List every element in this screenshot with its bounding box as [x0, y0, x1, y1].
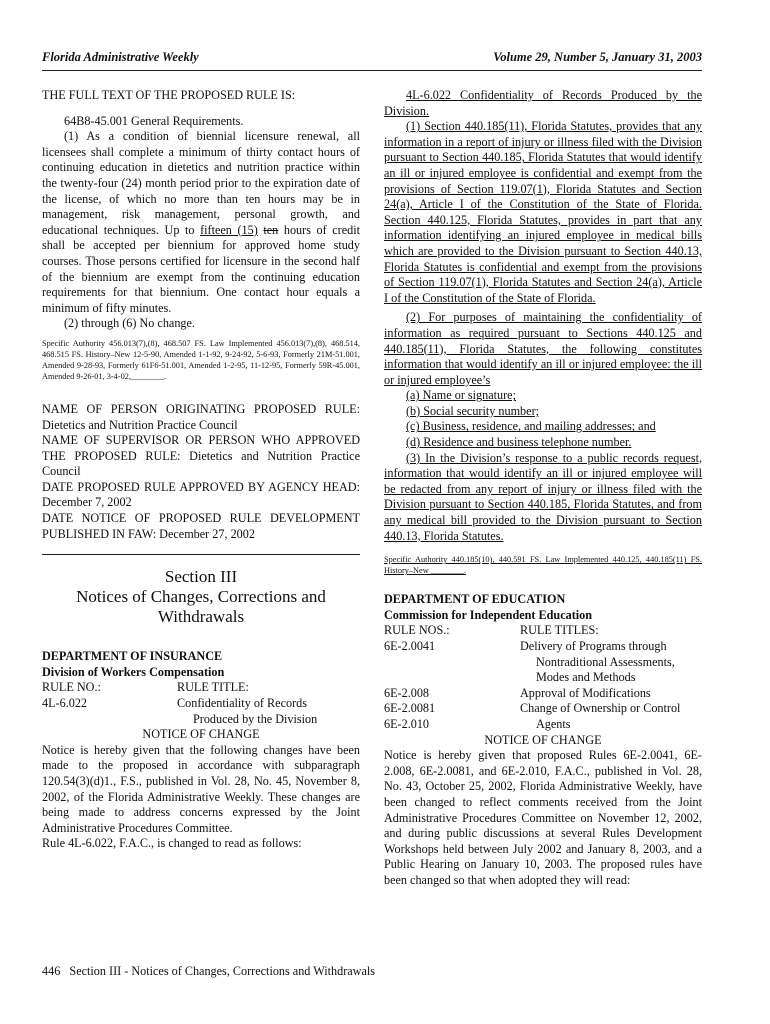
section-number: Section III: [164, 567, 238, 587]
department-name: DEPARTMENT OF INSURANCE: [42, 649, 223, 664]
notice-text-right: Notice is hereby given that proposed Rules 6E-2.0041, 6E-2.008, 6E-2.0081, and 6E-2.010, F.A.C., published in Vol. 28, No. 43, October 25, 2002, Florida Administrative Weekly, have been changed to reflect comments received from the Joint Administrative Procedures Committee on November 12, 2002, and during public discussions at several Rules Development Workshops held between July 2002 and January 8, 2003, and a Public Hearing on January 10, 2003. The proposed rules have been changed so that when adopted they will read:: [384, 748, 702, 887]
rule-paragraph-2: (2) through (6) No change.: [64, 316, 195, 331]
full-text-intro: THE FULL TEXT OF THE PROPOSED RULE IS:: [42, 88, 296, 102]
header-rule: [42, 70, 702, 71]
rule-entry-row: [42, 696, 360, 712]
list-item-b: (b) Social security number;: [406, 403, 540, 418]
section-divider: [42, 554, 360, 555]
rule-entry-row: 6E-2.010 Agents: [384, 716, 571, 731]
rule-paragraph-2-right: (2) For purposes of maintaining the confidentiality of information as required pursuant to Sections 440.125 and 440.185(11), Florida Statutes, the following constitutes information that would identify an ill or injured employee: the ill or injured employee’s: [384, 310, 702, 387]
list-item-a: (a) Name or signature;: [406, 388, 516, 403]
division-name: Division of Workers Compensation: [42, 664, 225, 679]
authority-citation-right: Specific Authority 440.185(10), 440.591 FS. Law Implemented 440.125, 440.185(11) FS. History–New ________.: [384, 555, 702, 576]
list-item-c: (c) Business, residence, and mailing addresses; and: [406, 419, 656, 434]
rule-paragraph-1: (1) As a condition of biennial licensure renewal, all licensees shall complete a minimum of thirty contact hours of continuing education in dietetics and nutrition practice within the twenty-four (24) month period prior to the expiration date of the license, of which no more than ten hours may be in management, risk management, personal growth, and educational techniques. Up to fifteen (15) ten hours of credit shall be accepted per biennium for approved home study courses. Those persons certified for licensure in the second half of the biennium are exempt from the continuing education requirements for that biennium. One contact hour equals a minimum of fifty minutes.: [42, 129, 361, 315]
date-approved: DATE PROPOSED RULE APPROVED BY AGENCY HEAD: December 7, 2002: [42, 479, 360, 510]
rule-entry-row: 6E-2.0081 Change of Ownership or Control: [384, 701, 681, 716]
inserted-text: fifteen (15): [200, 222, 258, 237]
change-line: Rule 4L-6.022, F.A.C., is changed to read as follows:: [42, 836, 302, 851]
notice-heading-right: NOTICE OF CHANGE: [484, 732, 602, 747]
running-header: [42, 50, 702, 68]
supervisor: NAME OF SUPERVISOR OR PERSON WHO APPROVED THE PROPOSED RULE: Dietetics and Nutrition Practice Council: [42, 433, 360, 479]
date-published: DATE NOTICE OF PROPOSED RULE DEVELOPMENT PUBLISHED IN FAW: December 27, 2002: [42, 511, 360, 541]
deleted-text: ten: [263, 222, 279, 237]
rule-number: 4L-6.022: [42, 696, 88, 711]
rule-heading: 64B8-45.001 General Requirements.: [64, 113, 244, 128]
rule-label-row: RULE NO.: RULE TITLE:: [42, 680, 249, 695]
notice-heading: NOTICE OF CHANGE: [142, 727, 260, 742]
right-column: 4L-6.022 Confidentiality of Records Produced by the Division. (1) Section 440.185(11), Florida Statutes, provides that any information in a report of injury or illness filed with the Division pursuant to Section 440.185, Florida Statutes that would identify an ill or injured employee is confidential and exempt from the provisions of Section 119.07(1), Florida Statutes and Section 24(a), Article I of the Constitution of the State of Florida. Section 440.125, Florida Statutes, provides in part that any information identifying an injured employee in medical bills which are provided to the Division pursuant to Section 440.13, Florida Statutes is confidential and exempt from the provisions of Section 119.07(1), Florida Statutes and Section 24(a), Article I of the Constitution of the State of Florida. (2) For purposes of maintaining the confidentiality of information as required pursuant to Sections 440.125 and 440.185(11), Florida Statutes, the following constitutes information that would identify an ill or injured employee: the ill or injured employee’s (a) Name or signature; (b) Social security number; (c) Business, residence, and mailing addresses; and (d) Residence and business telephone number. (3) In the Division’s response to a public records request, information that would identify an ill or injured employee will be redacted from any report of injury or illness filed with the Division pursuant to Section 440.185, Florida Statutes, and from any medical bill provided to the Division pursuant to Section 440.13, Florida Statutes. Specific Authority 440.185(10), 440.591 FS. Law Implemented 440.125, 440.185(11) FS. History–New ________. DEPARTMENT OF EDUCATION Commission for Independent Education RULE NOS.: RULE TITLES: 6E-2.0041 Delivery of Programs through Nontraditional Assessments, Modes and Methods 6E-2.008 Approval of Modifications 6E-2.0081 Change of Ownership or Control 6E-2.010 Agents NOTICE OF CHANGE Notice is hereby given that proposed Rules 6E-2.0041, 6E-2.008, 6E-2.0081, and 6E-2.010, F.A.C., published in Vol. 28, No. 43, October 25, 2002, Florida Administrative Weekly, have been changed to reflect comments received from the Joint Administrative Procedures Committee on November 12, 2002, and during public discussions at several Rules Development Workshops held between July 2002 and January 8, 2003, and a Public Hearing on January 10, 2003. The proposed rules have been changed so that when adopted they will read:: [384, 88, 702, 887]
rule-paragraph-1-right: (1) Section 440.185(11), Florida Statutes, provides that any information in a report of injury or illness filed with the Division pursuant to Section 440.185, Florida Statutes that would identify an ill or injured employee is confidential and exempt from the provisions of Section 119.07(1), Florida Statutes and Section 24(a), Article I of the Constitution of the State of Florida. Section 440.125, Florida Statutes, provides in part that any information identifying an injured employee in medical bills which are provided to the Division pursuant to Section 440.13, Florida Statutes is confidential and exempt from the provisions of Section 119.07(1), Florida Statutes and Section 24(a), Article I of the Constitution of the State of Florida.: [384, 119, 702, 305]
list-item-d: (d) Residence and business telephone number.: [406, 435, 632, 450]
issue-info: Volume 29, Number 5, January 31, 2003: [493, 50, 702, 64]
left-column: THE FULL TEXT OF THE PROPOSED RULE IS: 64B8-45.001 General Requirements. (1) As a condition of biennial licensure renewal, all licensees shall complete a minimum of thirty contact hours of continuing education in dietetics and nutrition practice within the twenty-four (24) month period prior to the expiration date of the license, of which no more than ten hours may be in management, risk management, personal growth, and educational techniques. Up to fifteen (15) ten hours of credit shall be accepted per biennium for approved home study courses. Those persons certified for licensure in the second half of the biennium are exempt from the continuing education requirements for that biennium. One contact hour equals a minimum of fifty minutes. (2) through (6) No change. Specific Authority 456.013(7),(8), 468.507 FS. Law Implemented 456.013(7),(8), 468.514, 468.515 FS. History–New 12-5-90, Amended 1-1-92, 9-24-92, 5-6-93, Formerly 21M-51.001, Amended 9-28-93, Formerly 61F6-51.001, Amended 1-2-95, 11-12-95, Formerly 59R-45.001, Amended 9-26-01, 3-4-02,________. NAME OF PERSON ORIGINATING PROPOSED RULE: Dietetics and Nutrition Practice Council NAME OF SUPERVISOR OR PERSON WHO APPROVED THE PROPOSED RULE: Dietetics and Nutrition Practice Council DATE PROPOSED RULE APPROVED BY AGENCY HEAD: December 7, 2002 DATE NOTICE OF PROPOSED RULE DEVELOPMENT PUBLISHED IN FAW: December 27, 2002 Section III Notices of Changes, Corrections and Withdrawals DEPARTMENT OF INSURANCE Division of Workers Compensation RULE NO.: RULE TITLE: 4L-6.022 Confidentiality of Records Produced by the Division NOTICE OF CHANGE Notice is hereby given that the following changes have been made to the proposed in accordance with subparagraph 120.54(3)(d)1., F.S., published in Vol. 28, No. 45, November 8, 2002, of the Florida Administrative Weekly. These changes are being made to address concerns expressed by the Joint Administrative Procedures Committee. Rule 4L-6.022, F.A.C., is changed to read as follows:: [42, 88, 361, 851]
publication-name: Florida Administrative Weekly: [42, 50, 199, 64]
authority-citation: Specific Authority 456.013(7),(8), 468.507 FS. Law Implemented 456.013(7),(8), 468.514, 468.515 FS. History–New 12-5-90, Amended 1-1-92, 9-24-92, 5-6-93, Formerly 21M-51.001, Amended 9-28-93, Formerly 61F6-51.001, Amended 1-2-95, 11-12-95, Formerly 59R-45.001, Amended 9-26-01, 3-4-02,________.: [42, 338, 360, 381]
originator: NAME OF PERSON ORIGINATING PROPOSED RULE: Dietetics and Nutrition Practice Council: [42, 401, 360, 432]
rule-paragraph-3-right: (3) In the Division’s response to a public records request, information that would identify an ill or injured employee will be redacted from any report of injury or illness filed with the Division pursuant to Section 440.185, Florida Statutes, and from any medical bill provided to the Division pursuant to Section 440.13, Florida Statutes.: [384, 450, 702, 543]
page-footer: 446 Section III - Notices of Changes, Corrections and Withdrawals: [42, 964, 376, 978]
notice-text: Notice is hereby given that the following changes have been made to the proposed in accordance with subparagraph 120.54(3)(d)1., F.S., published in Vol. 28, No. 45, November 8, 2002, of the Florida Administrative Weekly. These changes are being made to address concerns expressed by the Joint Administrative Procedures Committee.: [42, 742, 360, 835]
section-title: Notices of Changes, Corrections and Withdrawals: [76, 587, 326, 627]
commission-name: Commission for Independent Education: [384, 607, 593, 622]
rule-heading-right: 4L-6.022 Confidentiality of Records Produced by the Division.: [384, 88, 702, 118]
rule-title: Confidentiality of Records: [177, 696, 307, 711]
rules-label-row: RULE NOS.: RULE TITLES:: [384, 623, 599, 638]
department-name-right: DEPARTMENT OF EDUCATION: [384, 592, 566, 607]
rule-entry-row: 6E-2.0041 Delivery of Programs through: [384, 639, 667, 653]
rule-entry-row: 6E-2.008 Approval of Modifications: [384, 685, 651, 700]
